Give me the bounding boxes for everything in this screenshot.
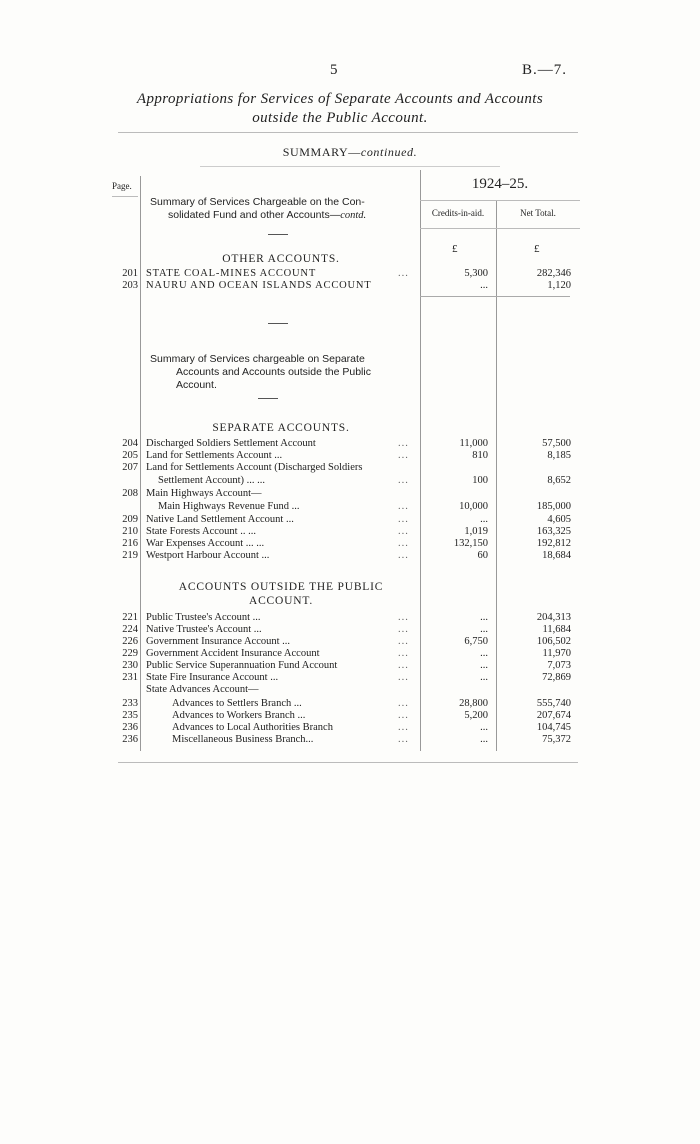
row-credits-in-aid: 5,300 [464, 268, 488, 279]
row-credits-in-aid: ... [480, 624, 488, 635]
row-page-number: 236 [122, 734, 138, 745]
row-credits-in-aid: 11,000 [459, 438, 488, 449]
row-description: State Forests Account .. ... [146, 526, 256, 537]
row-net-total: 11,970 [542, 648, 571, 659]
table-row [0, 660, 700, 671]
table-row [0, 462, 700, 473]
row-credits-in-aid: 60 [477, 550, 488, 561]
table-row [0, 612, 700, 623]
row-description: Government Insurance Account ... [146, 636, 291, 647]
row-leader-dots: ... [398, 672, 409, 683]
row-page-number: 221 [122, 612, 138, 623]
row-page-number: 219 [122, 550, 138, 561]
row-description: Land for Settlements Account ... [146, 450, 283, 461]
year-header: 1924–25. [471, 176, 529, 192]
row-leader-dots: ... [398, 501, 409, 512]
row-leader-dots: ... [398, 710, 409, 721]
row-credits-in-aid: ... [480, 734, 488, 745]
section-2-rule [258, 398, 278, 399]
row-credits-in-aid: ... [480, 672, 488, 683]
row-page-number: 233 [122, 698, 138, 709]
row-net-total: 18,684 [542, 550, 571, 561]
row-credits-in-aid: ... [480, 660, 488, 671]
table-row [0, 722, 700, 733]
outside-heading-line-1: ACCOUNTS OUTSIDE THE PUBLIC [178, 581, 384, 593]
row-leader-dots: ... [398, 624, 409, 635]
row-description: Public Trustee's Account ... [146, 612, 261, 623]
table-row [0, 698, 700, 709]
separate-accounts-heading: SEPARATE ACCOUNTS. [212, 422, 350, 434]
row-page-number: 205 [122, 450, 138, 461]
row-leader-dots: ... [398, 612, 409, 623]
row-net-total: 282,346 [536, 268, 571, 279]
row-description: Main Highways Revenue Fund ... [158, 501, 300, 512]
row-leader-dots: ... [398, 636, 409, 647]
net-currency-symbol: £ [534, 243, 540, 255]
row-credits-in-aid: ... [480, 612, 488, 623]
table-row [0, 475, 700, 486]
table-row [0, 501, 700, 512]
row-net-total: 204,313 [536, 612, 571, 623]
row-description: War Expenses Account ... ... [146, 538, 265, 549]
section-1-description [150, 196, 366, 222]
row-leader-dots: ... [398, 268, 409, 279]
table-row [0, 526, 700, 537]
section-1-desc-suffix: contd. [340, 210, 367, 221]
column-header-rule [420, 228, 580, 229]
credits-currency-symbol: £ [452, 243, 458, 255]
table-row [0, 268, 700, 279]
row-leader-dots: ... [398, 526, 409, 537]
row-net-total: 106,502 [536, 636, 571, 647]
row-description: Advances to Local Authorities Branch [172, 722, 333, 733]
row-credits-in-aid: ... [480, 514, 488, 525]
table-row [0, 684, 700, 695]
row-description: STATE COAL-MINES ACCOUNT [146, 268, 317, 279]
table-row [0, 636, 700, 647]
row-net-total: 185,000 [536, 501, 571, 512]
row-page-number: 204 [122, 438, 138, 449]
row-leader-dots: ... [398, 438, 409, 449]
row-page-number: 226 [122, 636, 138, 647]
net-total-header: Net Total. [520, 208, 556, 218]
section-1-desc-line-2: solidated Fund and other Accounts—contd. [168, 209, 367, 221]
row-leader-dots: ... [398, 538, 409, 549]
row-leader-dots: ... [398, 450, 409, 461]
row-credits-in-aid: 5,200 [464, 710, 488, 721]
row-description: State Fire Insurance Account ... [146, 672, 279, 683]
row-description: Advances to Settlers Branch ... [172, 698, 302, 709]
summary-label: SUMMARY— [282, 145, 361, 159]
row-page-number: 229 [122, 648, 138, 659]
row-page-number: 208 [122, 488, 138, 499]
table-row [0, 672, 700, 683]
row-net-total: 192,812 [536, 538, 571, 549]
row-page-number: 203 [122, 280, 138, 291]
row-credits-in-aid: 1,019 [464, 526, 488, 537]
row-leader-dots: ... [398, 550, 409, 561]
row-credits-in-aid: ... [480, 280, 488, 291]
row-page-number: 224 [122, 624, 138, 635]
row-net-total: 207,674 [536, 710, 571, 721]
summary-title [120, 145, 580, 160]
row-leader-dots: ... [398, 514, 409, 525]
page-title-line-2: outside the Public Account. [252, 110, 428, 126]
row-credits-in-aid: 100 [472, 475, 488, 486]
table-row [0, 438, 700, 449]
row-leader-dots: ... [398, 698, 409, 709]
row-leader-dots: ... [398, 648, 409, 659]
page-number: 5 [330, 62, 338, 78]
table-row [0, 710, 700, 721]
section-2-description [150, 353, 371, 392]
section-2-desc-line-3: Account. [176, 379, 217, 391]
table-row [0, 550, 700, 561]
row-description: State Advances Account— [146, 684, 259, 695]
row-page-number: 201 [122, 268, 138, 279]
row-net-total: 1,120 [547, 280, 571, 291]
table-row [0, 734, 700, 745]
table-row [0, 488, 700, 499]
outside-public-account-heading [146, 580, 416, 608]
row-net-total: 75,372 [542, 734, 571, 745]
section-2-desc-line-1: Summary of Services chargeable on Separate [150, 353, 365, 365]
row-net-total: 8,185 [547, 450, 571, 461]
year-rule [420, 200, 580, 201]
row-credits-in-aid: 132,150 [453, 538, 488, 549]
row-page-number: 236 [122, 722, 138, 733]
page-column-header: Page. [112, 181, 132, 191]
summary-divider [200, 166, 500, 167]
row-leader-dots: ... [398, 475, 409, 486]
table-row [0, 648, 700, 659]
credits-in-aid-header: Credits-in-aid. [431, 208, 485, 218]
row-credits-in-aid: ... [480, 648, 488, 659]
row-net-total: 104,745 [536, 722, 571, 733]
row-page-number: 231 [122, 672, 138, 683]
page-title [100, 90, 580, 128]
row-credits-in-aid: 28,800 [459, 698, 488, 709]
row-description: Advances to Workers Branch ... [172, 710, 306, 721]
summary-suffix: continued. [360, 145, 418, 159]
row-net-total: 7,073 [547, 660, 571, 671]
row-description: Westport Harbour Account ... [146, 550, 270, 561]
section-1-rule [268, 234, 288, 235]
title-divider [118, 132, 578, 133]
other-accounts-heading: OTHER ACCOUNTS. [222, 253, 340, 265]
outside-heading-line-2: ACCOUNT. [248, 595, 313, 607]
row-description: Public Service Superannuation Fund Account [146, 660, 338, 671]
row-credits-in-aid: 10,000 [459, 501, 488, 512]
row-leader-dots: ... [398, 734, 409, 745]
row-net-total: 555,740 [536, 698, 571, 709]
row-page-number: 230 [122, 660, 138, 671]
table-bottom-rule [118, 762, 578, 763]
table-row [0, 624, 700, 635]
page-column-rule [112, 196, 138, 197]
row-page-number: 216 [122, 538, 138, 549]
row-net-total: 11,684 [542, 624, 571, 635]
section-2-desc-line-2: Accounts and Accounts outside the Public [176, 366, 371, 378]
row-description: Main Highways Account— [146, 488, 262, 499]
section-2-top-rule [268, 323, 288, 324]
row-leader-dots: ... [398, 722, 409, 733]
row-credits-in-aid: 810 [472, 450, 488, 461]
document-reference: B.—7. [522, 62, 568, 78]
row-description: Native Land Settlement Account ... [146, 514, 294, 525]
table-row [0, 280, 700, 291]
row-net-total: 72,869 [542, 672, 571, 683]
page-title-line-1: Appropriations for Services of Separate Accounts and Accounts [136, 91, 544, 107]
row-credits-in-aid: ... [480, 722, 488, 733]
row-description: Government Accident Insurance Account [146, 648, 320, 659]
section-1-end-rule [420, 296, 570, 297]
section-1-desc-line-1: Summary of Services Chargeable on the Con- [150, 196, 365, 208]
row-description: NAURU AND OCEAN ISLANDS ACCOUNT [146, 280, 372, 291]
row-net-total: 163,325 [536, 526, 571, 537]
row-description: Native Trustee's Account ... [146, 624, 262, 635]
row-page-number: 210 [122, 526, 138, 537]
row-description: Discharged Soldiers Settlement Account [146, 438, 316, 449]
table-row [0, 538, 700, 549]
row-net-total: 57,500 [542, 438, 571, 449]
row-page-number: 235 [122, 710, 138, 721]
table-row [0, 450, 700, 461]
row-page-number: 209 [122, 514, 138, 525]
row-leader-dots: ... [398, 660, 409, 671]
row-description: Miscellaneous Business Branch... [172, 734, 314, 745]
row-credits-in-aid: 6,750 [464, 636, 488, 647]
row-net-total: 4,605 [547, 514, 571, 525]
table-row [0, 514, 700, 525]
row-page-number: 207 [122, 462, 138, 473]
row-description: Settlement Account) ... ... [158, 475, 266, 486]
row-net-total: 8,652 [547, 475, 571, 486]
row-description: Land for Settlements Account (Discharged Soldiers [146, 462, 363, 473]
